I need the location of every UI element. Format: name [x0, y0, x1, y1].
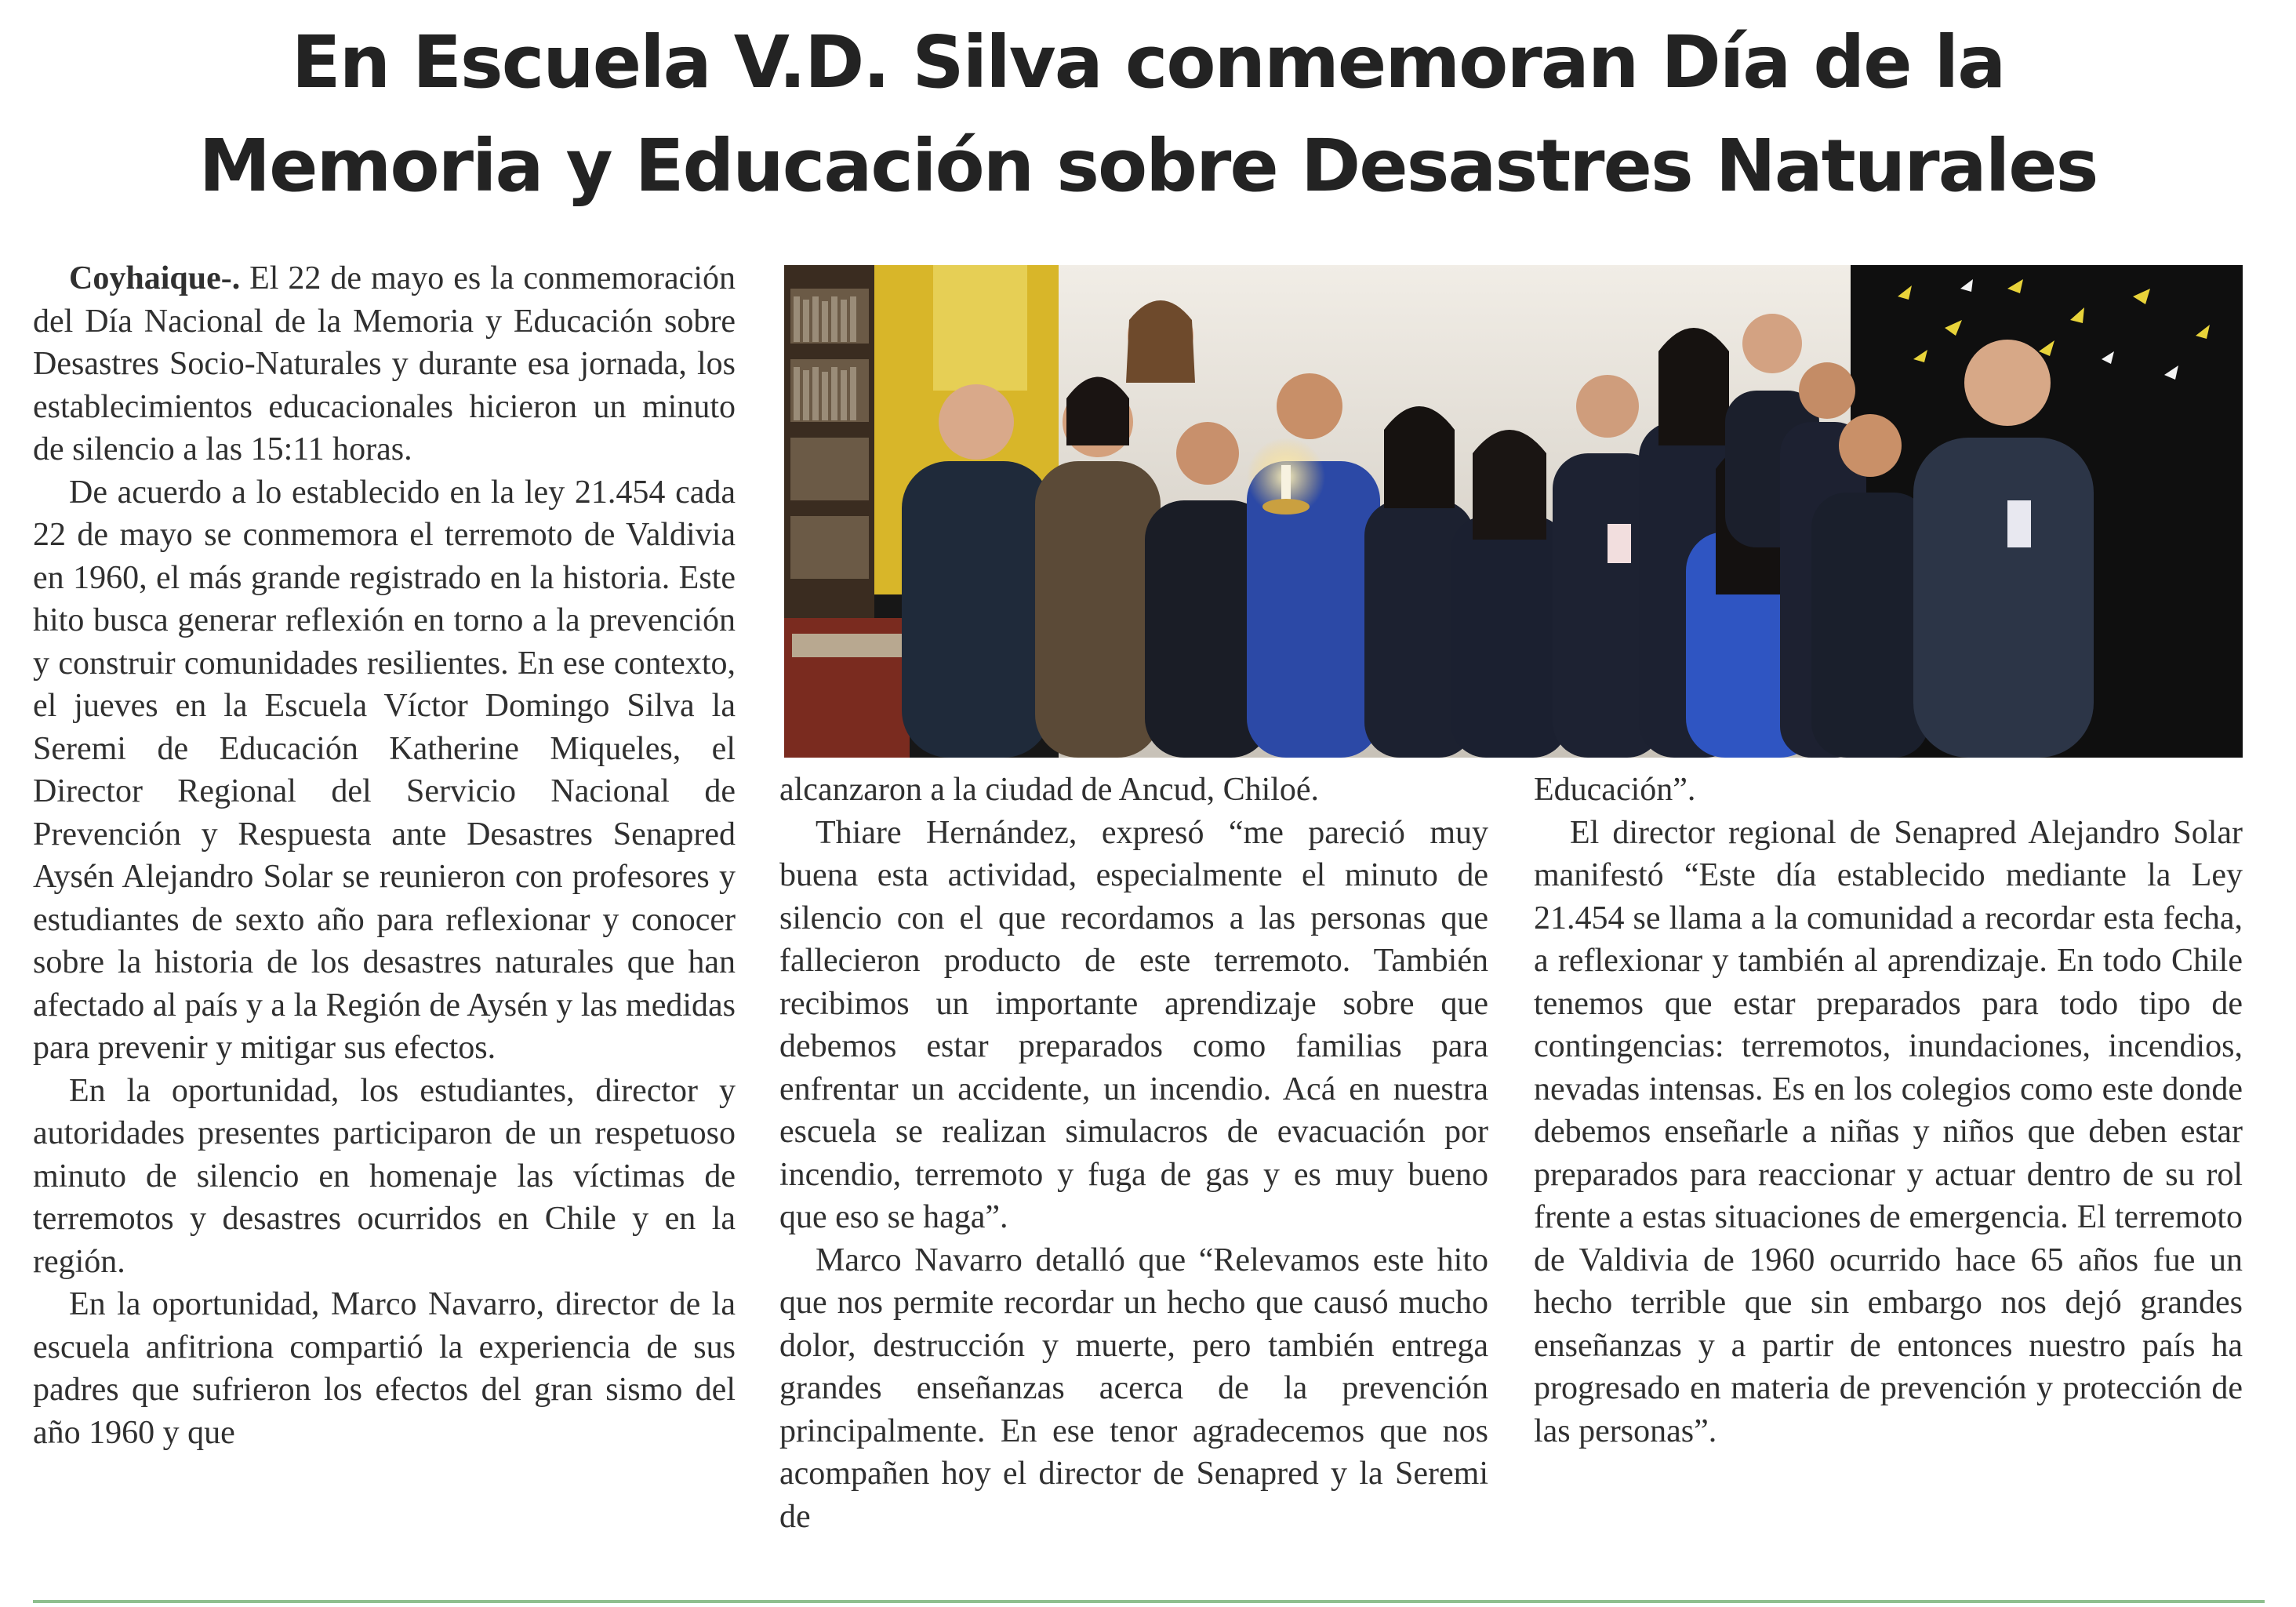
paragraph-3: En la oportunidad, los estudiantes, director y autoridades presentes participaron de un respetuoso minuto de silencio en homenaje las víctimas de terremotos y desastres ocurridos en Chile y en la región.	[33, 1072, 736, 1280]
article-column-3	[1534, 769, 2243, 1452]
group-photo-icon	[784, 265, 2243, 758]
paragraph-4: En la oportunidad, Marco Navarro, director de la escuela anfitriona compartió la experiencia de sus padres que sufrieron los efectos del gran sismo del año 1960 y que	[33, 1286, 736, 1451]
headline-line-1: En Escuela V.D. Silva conmemoran Día de la	[291, 20, 2005, 104]
paragraph-2: De acuerdo a lo establecido en la ley 21.454 cada 22 de mayo se conmemora el terremoto de Valdivia en 1960, el más grande registrado en la historia. Este hito busca generar reflexión en torno a la prevención y construir comunidades resilientes. En ese contexto, el jueves en la Escuela Víctor Domingo Silva la Seremi de Educación Katherine Miqueles, el Director Regional del Servicio Nacional de Prevención y Respuesta ante Desastres Senapred Aysén Alejandro Solar se reunieron con profesores y estudiantes de sexto año para reflexionar y conocer sobre la historia de los desastres naturales que han afectado al país y a la Región de Aysén y las medidas para prevenir y mitigar sus efectos.	[33, 474, 736, 1066]
paragraph-1	[33, 257, 736, 471]
article-column-2	[779, 769, 1488, 1538]
headline-line-2: Memoria y Educación sobre Desastres Naturales	[198, 124, 2098, 208]
paragraph-7: Marco Navarro detalló que “Relevamos este hito que nos permite recordar un hecho que causó mucho dolor, destrucción y muerte, pero también entrega grandes enseñanzas acerca de la prevención principalmente. En ese tenor agradecemos que nos acompañen hoy el director de Senapred y la Seremi de	[779, 1242, 1488, 1535]
paragraph-1-text: El 22 de mayo es la conmemoración del Día Nacional de la Memoria y Educación sobre Desastres Socio-Naturales y durante esa jornada, los establecimientos educacionales hicieron un minuto de silencio a las 15:11 horas.	[33, 260, 736, 467]
headline	[0, 11, 2296, 218]
paragraph-9: El director regional de Senapred Alejandro Solar manifestó “Este día establecido mediante la Ley 21.454 se llama a la comunidad a recordar esta fecha, a reflexionar y también al aprendizaje. En todo Chile tenemos que estar preparados para todo tipo de contingencias: terremotos, inundaciones, incendios, nevadas intensas. Es en los colegios como este donde debemos enseñarle a niñas y niños que deben estar preparados para reaccionar y actuar dentro de su rol frente a estas situaciones de emergencia. El terremoto de Valdivia de 1960 ocurrido hace 65 años fue un hecho terrible que sin embargo nos dejó grandes enseñanzas y a partir de entonces nuestro país ha progresado en materia de prevención y protección de las personas”.	[1534, 814, 2243, 1449]
bottom-divider	[33, 1600, 2265, 1603]
paragraph-8: Educación”.	[1534, 772, 1696, 808]
paragraph-6: Thiare Hernández, expresó “me pareció muy buena esta actividad, especialmente el minuto de silencio con el que recordamos a las personas que fallecieron producto de este terremoto. También recibimos un importante aprendizaje sobre que debemos estar preparados como familias para enfrentar un accidente, un incendio. Acá en nuestra escuela se realizan simulacros de evacuación por incendio, terremoto y fuga de gas y es muy bueno que eso se haga”.	[779, 814, 1488, 1235]
paragraph-5: alcanzaron a la ciudad de Ancud, Chiloé.	[779, 772, 1320, 808]
group-photo	[784, 265, 2243, 758]
article-column-1	[33, 257, 736, 1454]
dateline: Coyhaique-.	[69, 260, 241, 296]
